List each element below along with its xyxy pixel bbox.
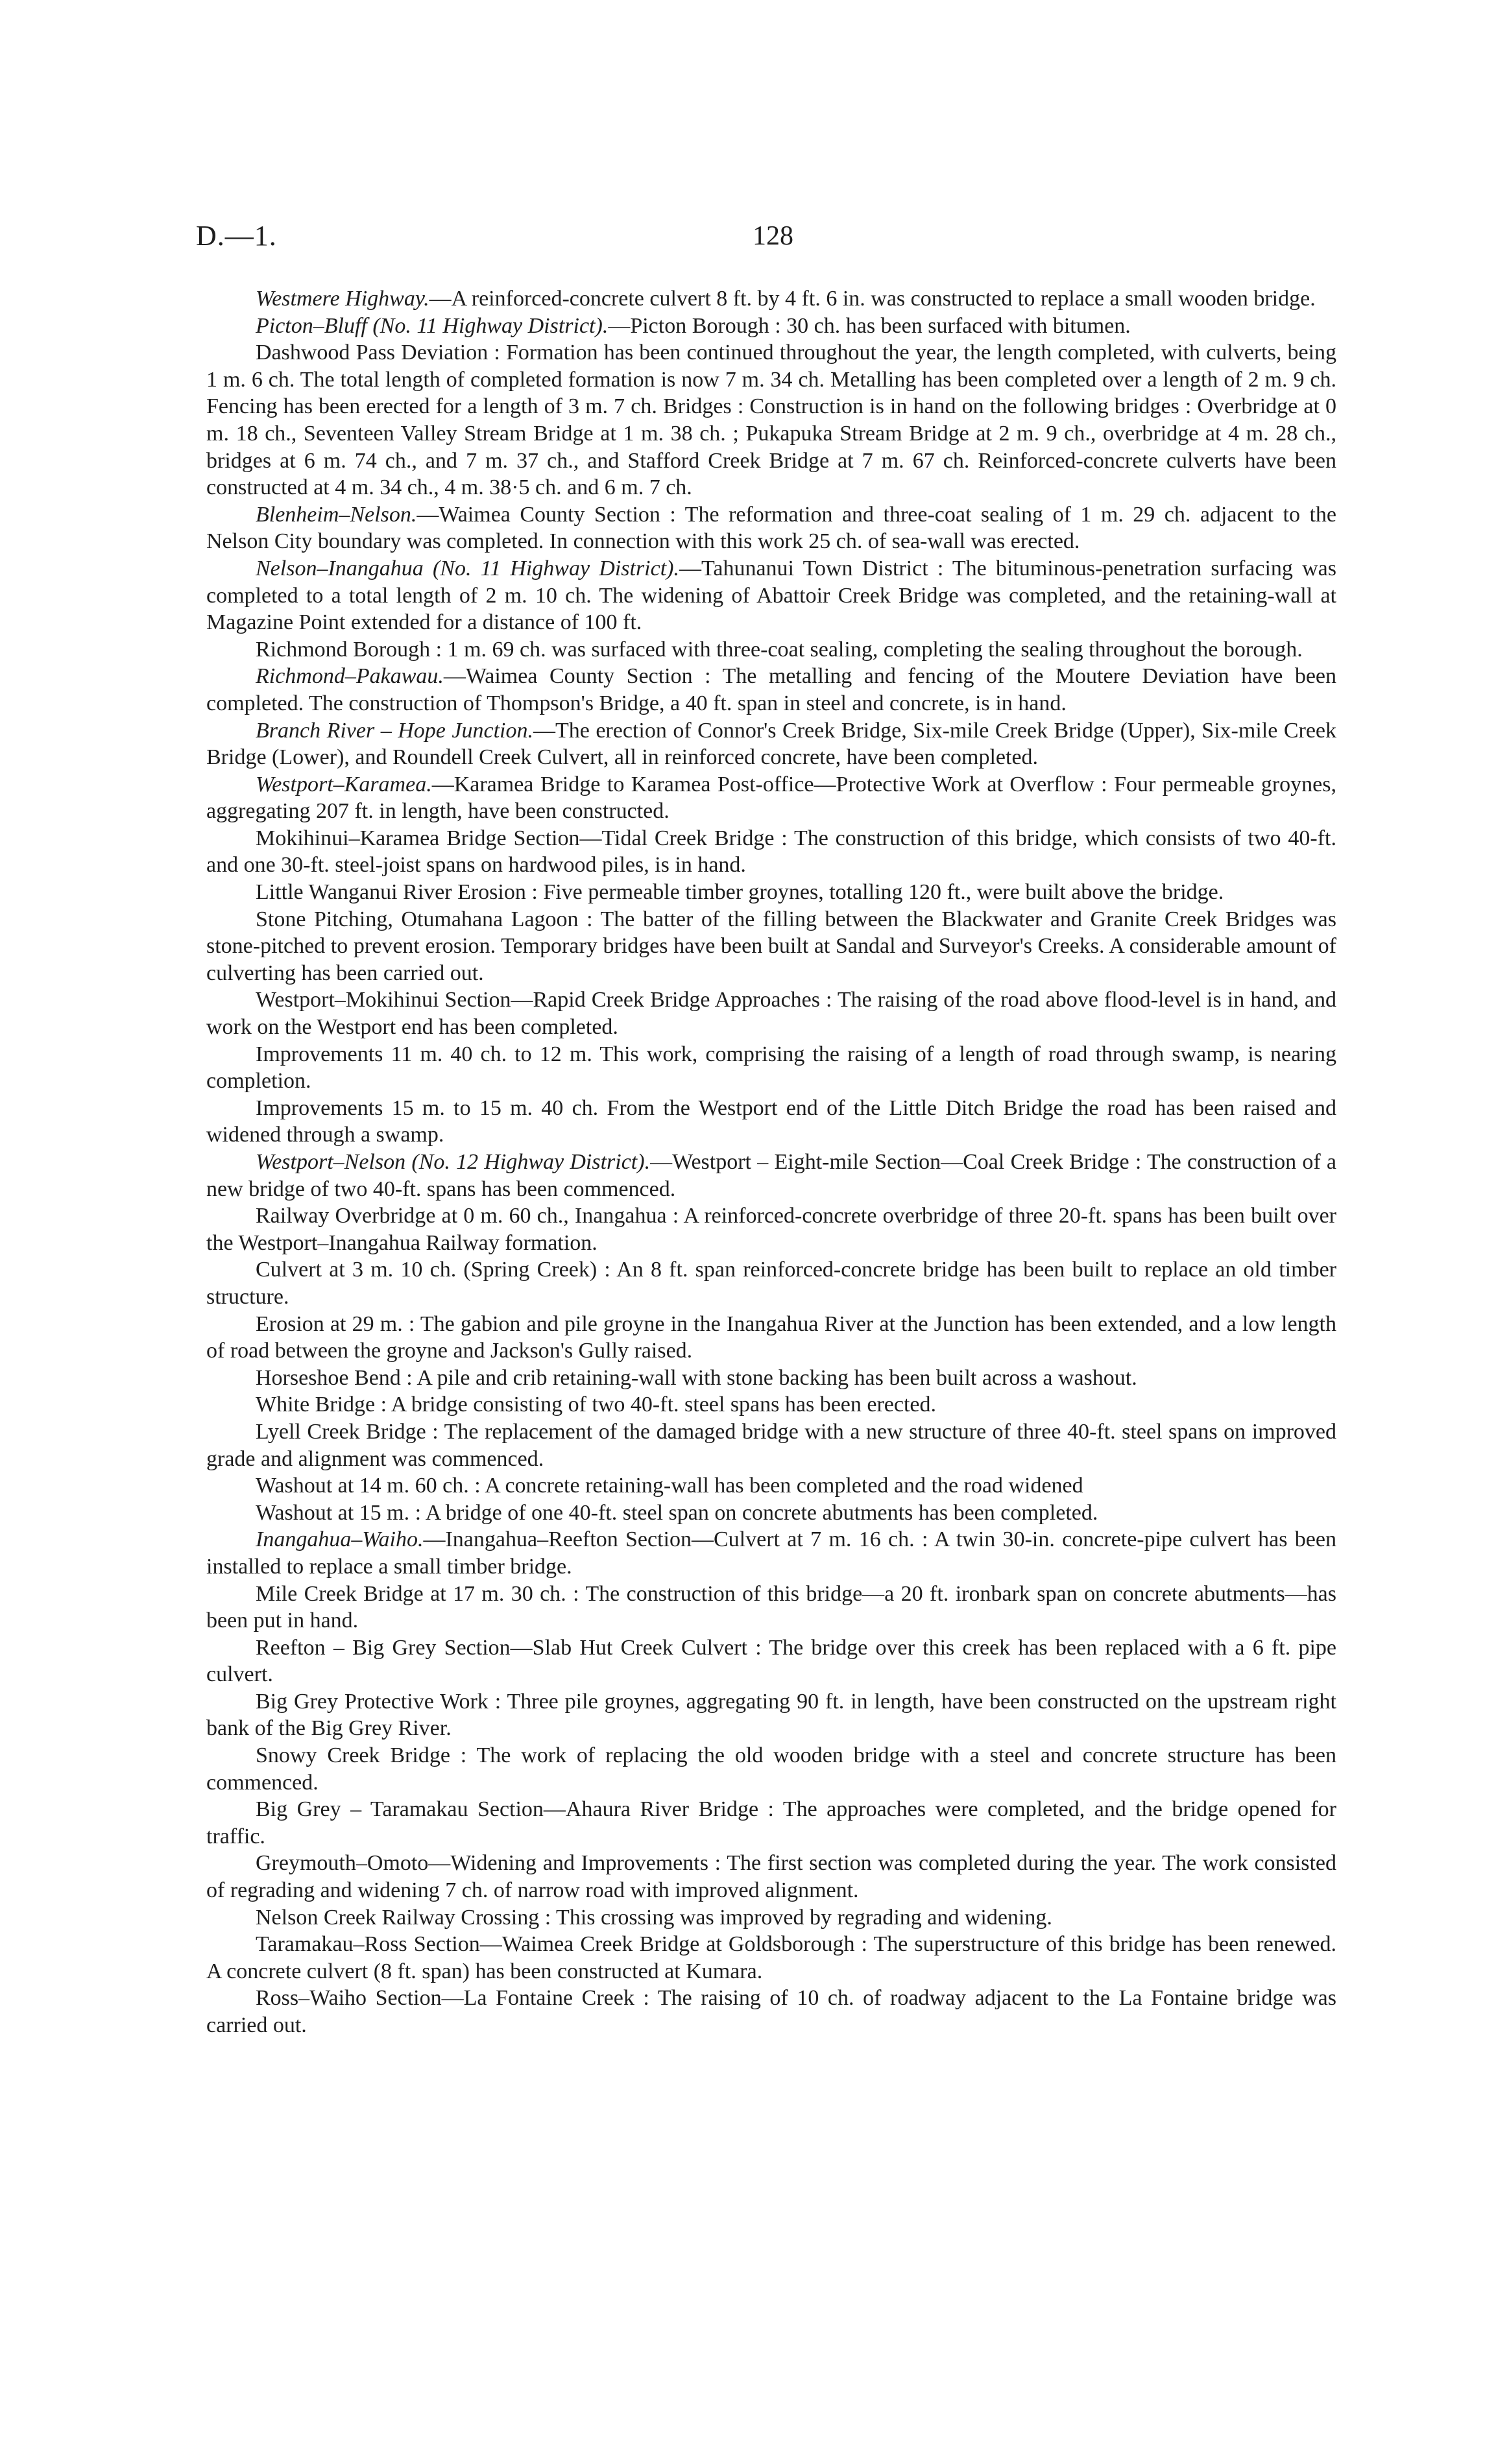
paragraph-text: Railway Overbridge at 0 m. 60 ch., Inangahua : A reinforced-concrete overbridge of three 20-ft. spans has been built over the Westport–Inangahua Railway formation.	[206, 1204, 1336, 1255]
paragraph-heading: Westmere Highway.	[256, 287, 429, 311]
paragraph-text: Big Grey – Taramakau Section—Ahaura River Bridge : The approaches were completed, and the bridge opened for traffic.	[206, 1797, 1336, 1848]
paragraph-text: Taramakau–Ross Section—Waimea Creek Bridge at Goldsborough : The superstructure of this bridge has been renewed. A concrete culvert (8 ft. span) has been constructed at Kumara.	[206, 1932, 1336, 1983]
paragraph-text: Lyell Creek Bridge : The replacement of the damaged bridge with a new structure of three 40-ft. steel spans on improved grade and alignment was commenced.	[206, 1419, 1336, 1471]
paragraph-westport-mokihinui	[206, 987, 1336, 1040]
paragraph-improvements-15m	[206, 1095, 1336, 1149]
paragraph-text: Washout at 15 m. : A bridge of one 40-ft. steel span on concrete abutments has been completed.	[256, 1500, 1098, 1525]
paragraph-westmere-highway	[206, 285, 1336, 313]
paragraph-improvements-11m	[206, 1041, 1336, 1095]
paragraph-text: White Bridge : A bridge consisting of two 40-ft. steel spans has been erected.	[256, 1393, 937, 1417]
paragraph-text: —Waimea County Section : The reformation and three-coat sealing of 1 m. 29 ch. adjacent to the Nelson City boundary was completed. In connection with this work 25 ch. of sea-wall was erected.	[206, 502, 1336, 554]
paragraph-heading: Nelson–Inangahua (No. 11 Highway District).	[256, 556, 679, 580]
paragraph-heading: Inangahua–Waiho.	[256, 1527, 424, 1552]
paragraph-washout-14m	[206, 1472, 1336, 1500]
paragraph-text: —The erection of Connor's Creek Bridge, Six-mile Creek Bridge (Upper), Six-mile Creek Bridge (Lower), and Roundell Creek Culvert, all in reinforced concrete, have been completed.	[206, 718, 1336, 770]
paragraph-text: —A reinforced-concrete culvert 8 ft. by 4 ft. 6 in. was constructed to replace a small wooden bridge.	[429, 287, 1316, 311]
paragraph-heading: Richmond–Pakawau.	[256, 664, 444, 689]
paragraph-text: Culvert at 3 m. 10 ch. (Spring Creek) : An 8 ft. span reinforced-concrete bridge has been built to replace an old timber structure.	[206, 1258, 1336, 1309]
paragraph-text: Ross–Waiho Section—La Fontaine Creek : The raising of 10 ch. of roadway adjacent to the La Fontaine bridge was carried out.	[206, 1986, 1336, 2037]
paragraph-mokihinui-karamea	[206, 825, 1336, 879]
page-number: 128	[753, 221, 793, 251]
report-body	[206, 285, 1336, 2039]
paragraph-text: —Picton Borough : 30 ch. has been surfaced with bitumen.	[608, 313, 1131, 338]
paragraph-text: Horseshoe Bend : A pile and crib retaining-wall with stone backing has been built across a washout.	[256, 1365, 1137, 1390]
document-reference: D.—1.	[196, 220, 277, 252]
paragraph-big-grey-taramakau	[206, 1796, 1336, 1850]
paragraph-text: —Waimea County Section : The metalling and fencing of the Moutere Deviation have been completed. The construction of Thompson's Bridge, a 40 ft. span in steel and concrete, is in hand.	[206, 664, 1336, 715]
paragraph-taramakau-ross	[206, 1931, 1336, 1985]
paragraph-picton-bluff	[206, 313, 1336, 340]
paragraph-text: Big Grey Protective Work : Three pile groynes, aggregating 90 ft. in length, have been constructed on the upstream right bank of the Big Grey River.	[206, 1689, 1336, 1741]
paragraph-text: Dashwood Pass Deviation : Formation has been continued throughout the year, the length completed, with culverts, being 1 m. 6 ch. The total length of completed formation is now 7 m. 34 ch. Metalling has been completed over a length of 2 m. 9 ch. Fencing has been erected for a length of 3 m. 7 ch. Bridges : Construction is in hand on the following bridges : Overbridge at 0 m. 18 ch., Seventeen Valley Stream Bridge at 1 m. 38 ch. ; Pukapuka Stream Bridge at 2 m. 9 ch., overbridge at 4 m. 28 ch., bridges at 6 m. 74 ch., and 7 m. 37 ch., and Stafford Creek Bridge at 7 m. 67 ch. Reinforced-concrete culverts have been constructed at 4 m. 34 ch., 4 m. 38·5 ch. and 6 m. 7 ch.	[206, 341, 1336, 500]
paragraph-text: Reefton – Big Grey Section—Slab Hut Creek Culvert : The bridge over this creek has been replaced with a 6 ft. pipe culvert.	[206, 1635, 1336, 1687]
paragraph-stone-pitching	[206, 906, 1336, 987]
paragraph-snowy-creek	[206, 1742, 1336, 1796]
paragraph-blenheim-nelson	[206, 501, 1336, 555]
paragraph-text: Erosion at 29 m. : The gabion and pile groyne in the Inangahua River at the Junction has been extended, and a low length of road between the groyne and Jackson's Gully raised.	[206, 1311, 1336, 1363]
paragraph-little-wanganui	[206, 879, 1336, 906]
paragraph-text: Snowy Creek Bridge : The work of replacing the old wooden bridge with a steel and concrete structure has been commenced.	[206, 1743, 1336, 1795]
paragraph-text: —Tahunanui Town District : The bituminous-penetration surfacing was completed to a total length of 2 m. 10 ch. The widening of Abattoir Creek Bridge was completed, and the retaining-wall at Magazine Point extended for a distance of 100 ft.	[206, 556, 1336, 635]
paragraph-text: Little Wanganui River Erosion : Five permeable timber groynes, totalling 120 ft., were built above the bridge.	[256, 880, 1224, 905]
paragraph-mile-creek	[206, 1581, 1336, 1634]
paragraph-richmond-borough	[206, 636, 1336, 664]
paragraph-railway-overbridge	[206, 1202, 1336, 1256]
paragraph-lyell-creek	[206, 1418, 1336, 1472]
paragraph-greymouth-omoto	[206, 1850, 1336, 1904]
paragraph-erosion-29m	[206, 1311, 1336, 1365]
paragraph-culvert-spring-creek	[206, 1256, 1336, 1310]
paragraph-text: Improvements 11 m. 40 ch. to 12 m. This work, comprising the raising of a length of road through swamp, is nearing completion.	[206, 1042, 1336, 1094]
paragraph-text: Mokihinui–Karamea Bridge Section—Tidal Creek Bridge : The construction of this bridge, which consists of two 40-ft. and one 30-ft. steel-joist spans on hardwood piles, is in hand.	[206, 826, 1336, 878]
paragraph-dashwood-pass	[206, 339, 1336, 501]
page-header	[196, 219, 1338, 258]
paragraph-text: Greymouth–Omoto—Widening and Improvements : The first section was completed during the year. The work consisted of regrading and widening 7 ch. of narrow road with improved alignment.	[206, 1851, 1336, 1903]
paragraph-inangahua-waiho	[206, 1526, 1336, 1580]
paragraph-heading: Westport–Karamea.	[256, 772, 432, 796]
paragraph-reefton-big-grey	[206, 1634, 1336, 1688]
paragraph-westport-karamea	[206, 771, 1336, 825]
paragraph-text: Mile Creek Bridge at 17 m. 30 ch. : The construction of this bridge—a 20 ft. ironbark span on concrete abutments—has been put in hand.	[206, 1581, 1336, 1633]
paragraph-richmond-pakawau	[206, 663, 1336, 717]
paragraph-heading: Blenheim–Nelson.	[256, 502, 417, 527]
paragraph-ross-waiho	[206, 1985, 1336, 2039]
paragraph-text: Improvements 15 m. to 15 m. 40 ch. From the Westport end of the Little Ditch Bridge the road has been raised and widened through a swamp.	[206, 1095, 1336, 1147]
paragraph-text: Westport–Mokihinui Section—Rapid Creek Bridge Approaches : The raising of the road above flood-level is in hand, and work on the Westport end has been completed.	[206, 988, 1336, 1040]
paragraph-text: —Karamea Bridge to Karamea Post-office—Protective Work at Overflow : Four permeable groynes, aggregating 207 ft. in length, have been constructed.	[206, 772, 1336, 824]
paragraph-nelson-inangahua	[206, 555, 1336, 636]
paragraph-heading: Picton–Bluff (No. 11 Highway District).	[256, 313, 609, 338]
paragraph-text: —Inangahua–Reefton Section—Culvert at 7 m. 16 ch. : A twin 30-in. concrete-pipe culvert has been installed to replace a small timber bridge.	[206, 1527, 1336, 1579]
paragraph-horseshoe-bend	[206, 1365, 1336, 1392]
paragraph-text: Nelson Creek Railway Crossing : This crossing was improved by regrading and widening.	[256, 1905, 1052, 1930]
paragraph-text: Stone Pitching, Otumahana Lagoon : The batter of the filling between the Blackwater and Granite Creek Bridges was stone-pitched to prevent erosion. Temporary bridges have been built at Sandal and Surveyor's Creeks. A considerable amount of culverting has been carried out.	[206, 907, 1336, 985]
paragraph-white-bridge	[206, 1391, 1336, 1418]
paragraph-branch-river	[206, 717, 1336, 771]
paragraph-westport-nelson	[206, 1149, 1336, 1202]
paragraph-text: Richmond Borough : 1 m. 69 ch. was surfaced with three-coat sealing, completing the sealing throughout the borough.	[256, 637, 1303, 662]
paragraph-heading: Westport–Nelson (No. 12 Highway District).	[256, 1150, 651, 1174]
paragraph-text: Washout at 14 m. 60 ch. : A concrete retaining-wall has been completed and the road widened	[256, 1474, 1083, 1498]
paragraph-heading: Branch River – Hope Junction.	[256, 718, 533, 743]
paragraph-big-grey-protective	[206, 1688, 1336, 1742]
paragraph-text: —Westport – Eight-mile Section—Coal Creek Bridge : The construction of a new bridge of two 40-ft. spans has been commenced.	[206, 1150, 1336, 1201]
paragraph-washout-15m	[206, 1500, 1336, 1527]
paragraph-nelson-creek	[206, 1904, 1336, 1932]
